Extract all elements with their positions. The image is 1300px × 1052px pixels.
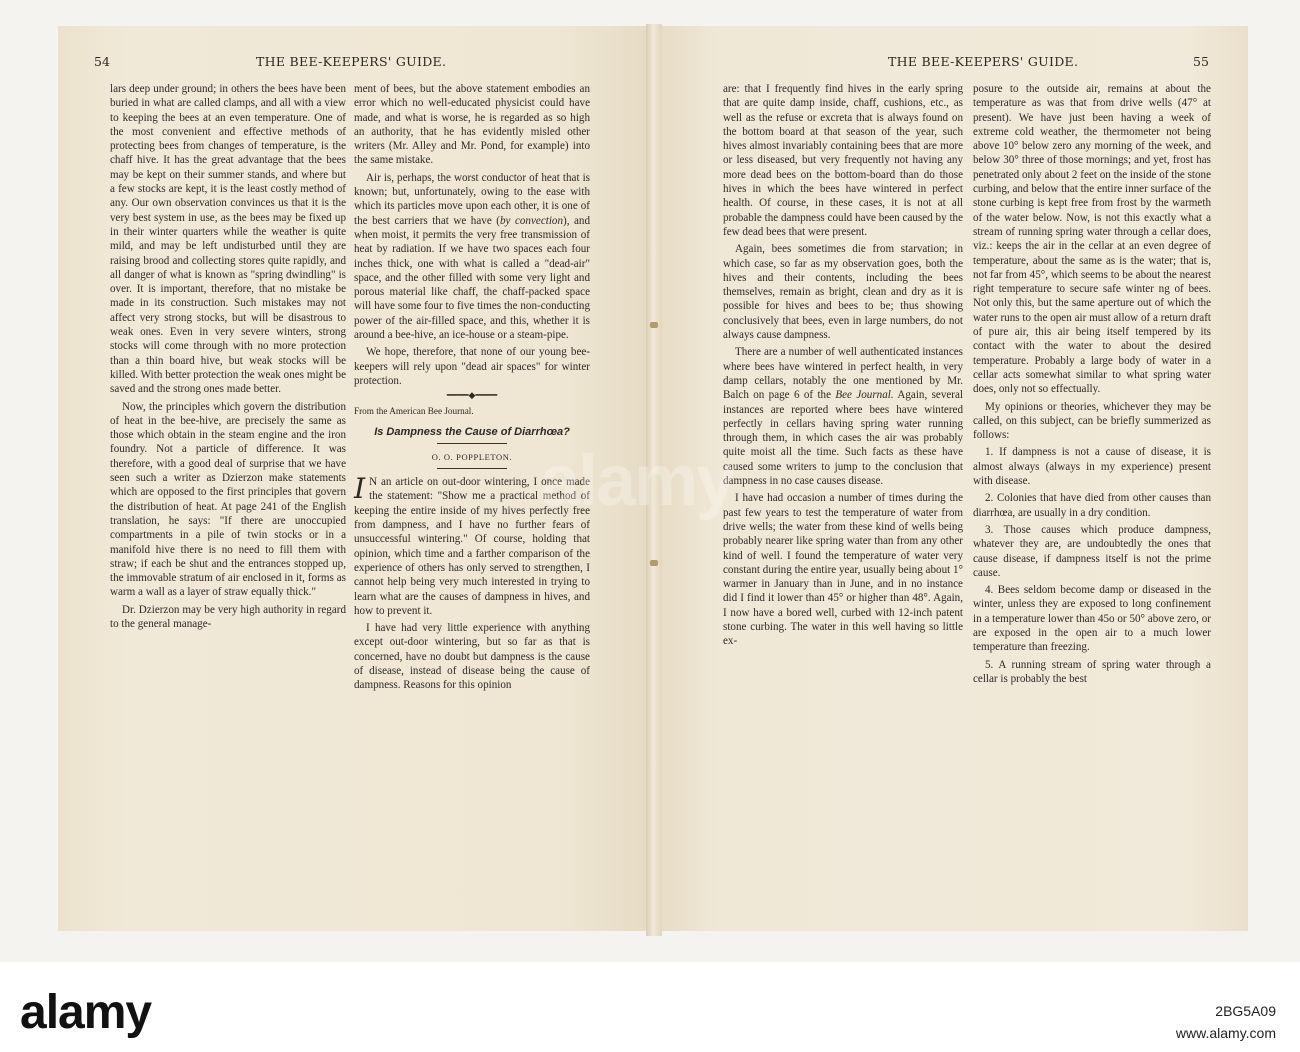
paragraph: 1. If dampness is not a cause of disease, it is almost always (always in my experience) present with disease. bbox=[973, 446, 1211, 488]
site-url: www.alamy.com bbox=[1175, 1025, 1276, 1041]
paragraph: 5. A running stream of spring water through a cellar is probably the best bbox=[973, 658, 1211, 685]
right-column-2 bbox=[973, 82, 1211, 689]
source-line: From the American Bee Journal. bbox=[354, 406, 474, 417]
stock-photo-footer bbox=[0, 962, 1300, 1052]
paragraph: Dr. Dzierzon may be very high authority in regard to the general manage- bbox=[110, 603, 346, 630]
running-header-left: THE BEE-KEEPERS' GUIDE. bbox=[256, 54, 447, 69]
ornamental-rule: ━━━━◆━━━━ bbox=[446, 390, 498, 401]
divider bbox=[437, 443, 507, 444]
paragraph: lars deep under ground; in others the bees have been buried in what are called clamps, and all with a view to keeping the bees at an even temperature. One of the most convenient and effective methods of protecting bees from changes of temperature, is the chaff hive. It has the great advantage that the bees may be kept on their summer stands, and where but a few stocks are kept, it is the least costly method of any. Our own observation convinces us that it is the very best system in use, as the bees may be fixed up in their winter quarters while the weather is quite mild, and may be left undisturbed until they are raising brood and collecting stores quite rapidly, and all danger of what is known as "spring dwindling" is over. It is important, therefore, that no mistake be made in its construction. Such mistakes may not affect very strong stocks, but will be disastrous to weak ones. Even in very severe winters, strong stocks will come through with no more protection than a thin board hive, but weak stocks will be killed. With better protection the weak ones might be saved and the strong ones made better. bbox=[110, 83, 346, 396]
paragraph: ment of bees, but the above statement embodies an error which no well-educated physicist could have made, and what is worse, he is regarded as so high an authority, that he has evidently misled other writers (Mr. Alley and Mr. Pond, for example) into the same mistake. bbox=[354, 83, 590, 167]
article-author: O. O. POPPLETON. bbox=[431, 451, 513, 462]
paragraph: 2. Colonies that have died from other causes than diarrhœa, are usually in a dry condition. bbox=[973, 492, 1211, 519]
paragraph: are: that I frequently find hives in the early spring that are quite damp inside, chaff, cushions, etc., as well as the refuse or excreta that is always found on the bottom board at that season of the year, such hives almost invariably containing bees that are more or less diseased, but very frequently not having any more dead bees on the bottom-board than do those hives in which the bees have wintered in perfect health. Of course, in these cases, it is not at all probable the dampness could have been caused by the few dead bees that were present. bbox=[723, 83, 963, 238]
article-title: Is Dampness the Cause of Diarrhœa? bbox=[374, 425, 570, 438]
paragraph: Air is, perhaps, the worst conductor of heat that is known; but, unfortunately, owing to the ease with which its particles move upon each other, it is one of the best carriers that we have (by convection), and when moist, it permits the very free transmission of heat by radiation. If we have two spaces each four inches thick, one with what is called a "dead-air" space, and the other filled with some very light and porous material like chaff, the chaff-packed space will have some four to five times the non-conducting power of the air-filled space, and this, whether it is around a bee-hive, an ice-house or a steam-pipe. bbox=[354, 171, 590, 342]
left-column-1 bbox=[110, 82, 346, 634]
staple bbox=[650, 322, 658, 328]
paragraph: I N an article on out-door wintering, I once made the statement: "Show me a practical method of keeping the entire inside of my hives perfectly free from dampness, and I have no further fears of unsuccessful wintering." Of course, holding that opinion, which time and a farther comparison of the experience of others has only served to strengthen, I cannot help being very much interested in trying to learn what are the causes of dampness in hives, and how to prevent it. bbox=[354, 472, 590, 617]
paragraph: There are a number of well authenticated instances where bees have wintered in perfect health, in very damp cellars, notably the one mentioned by Mr. Balch on page 6 of the Bee Journal. Again, several instances are reported where bees have wintered perfectly in cellars having spring water running through them, in which cases the air was probably quite moist all the time. Such facts as these have caused some writers to jump to the conclusion that dampness in no case causes disease. bbox=[723, 346, 963, 488]
right-column-1 bbox=[723, 82, 963, 652]
book-gutter bbox=[646, 24, 662, 936]
paragraph: 4. Bees seldom become damp or diseased in the winter, unless they are exposed to long confinement in a temperature lower than 45o or 50° above zero, or are exposed in the open air to a much lower temperature than freezing. bbox=[973, 584, 1211, 654]
divider bbox=[437, 468, 507, 469]
paragraph: Again, bees sometimes die from starvation; in which case, so far as my observation goes, both the hives and their contents, including the bees themselves, remain as bright, clean and dry as it is possible for hives and bees to be; thus showing conclusively that bees, even in large numbers, do not always cause dampness. bbox=[723, 243, 963, 342]
paragraph: 3. Those causes which produce dampness, whatever they are, are undoubtedly the ones that cause disease, if dampness itself is not the prime cause. bbox=[973, 523, 1211, 579]
watermark: alamy bbox=[540, 441, 735, 521]
staple bbox=[650, 560, 658, 566]
page-number-right: 55 bbox=[1193, 54, 1209, 69]
alamy-logo: alamy bbox=[20, 986, 152, 1039]
paragraph: posure to the outside air, remains at about the temperature as was that from drive wells (47° at present). We have just been having a week of extreme cold weather, the thermometer not being above 10° below zero any morning of the week, and below 30° three of those mornings; and yet, frost has penetrated only about 2 feet on the inside of the stone curbing, and below that the entire inner surface of the stone curbing is kept free from frost by the warmeth of the water below. Now, is not this exactly what a stream of running spring water through a cellar does, viz.: keeps the air in the cellar at an even degree of temperature, about the same as is the water; that is, not far from 45°, which seems to be about the nearest right temperature to secure safe winter ng of bees. Not only this, but the same aperture out of which the water runs to the open air must allow of a return draft of pure air, this air being itself tempered by its contact with the water to about the desired temperature. Probably a large body of water in a cellar acts somewhat similar to what spring water does, only not so effectually. bbox=[973, 83, 1211, 396]
paragraph: I have had occasion a number of times during the past few years to test the temperature of water from drive wells; the water from these kind of wells being probably nearer like spring water than from any other kind of well. I found the temperature of water very constant during the entire year, usually being about 1° warmer in January than in June, and in no instance did I find it lower than 45° or higher than 48°. Again, I now have a bored well, curbed with 12-inch patent stone curbing. The water in this well having so little ex- bbox=[723, 492, 963, 648]
image-id-block bbox=[1176, 1000, 1276, 1044]
running-header-right: THE BEE-KEEPERS' GUIDE. bbox=[888, 54, 1079, 69]
page-number-left: 54 bbox=[94, 54, 110, 69]
drop-cap: I bbox=[354, 472, 366, 506]
left-column-2 bbox=[354, 82, 590, 696]
paragraph: My opinions or theories, whichever they may be called, on this subject, can be briefly summerized as follows: bbox=[973, 400, 1211, 442]
paragraph: We hope, therefore, that none of our young bee-keepers will rely upon "dead air spaces" for winter protection. bbox=[354, 346, 590, 387]
image-id: 2BG5A09 bbox=[1215, 1003, 1276, 1019]
paragraph: Now, the principles which govern the distribution of heat in the bee-hive, are precisely the same as those which obtain in the steam engine and the iron foundry. Not a particle of difference. It was therefore, with a good deal of surprise that we have seen such a writer as Dzierzon make statements which are opposed to the first principles that govern the distribution of heat. At page 241 of the English translation, he says: "If there are unoccupied compartments in a pile of twin stocks or in a manifold hive there is no need to fill them with straw; if each be shut and the entrances stopped up, the immovable stratum of air enclosed in it, forms as warm a wall as a layer of straw equally thick." bbox=[110, 400, 346, 599]
paragraph: I have had very little experience with anything except out-door wintering, but so far as that is concerned, have no doubt but dampness is the cause of disease, instead of disease being the cause of dampness. Reasons for this opinion bbox=[354, 622, 590, 692]
